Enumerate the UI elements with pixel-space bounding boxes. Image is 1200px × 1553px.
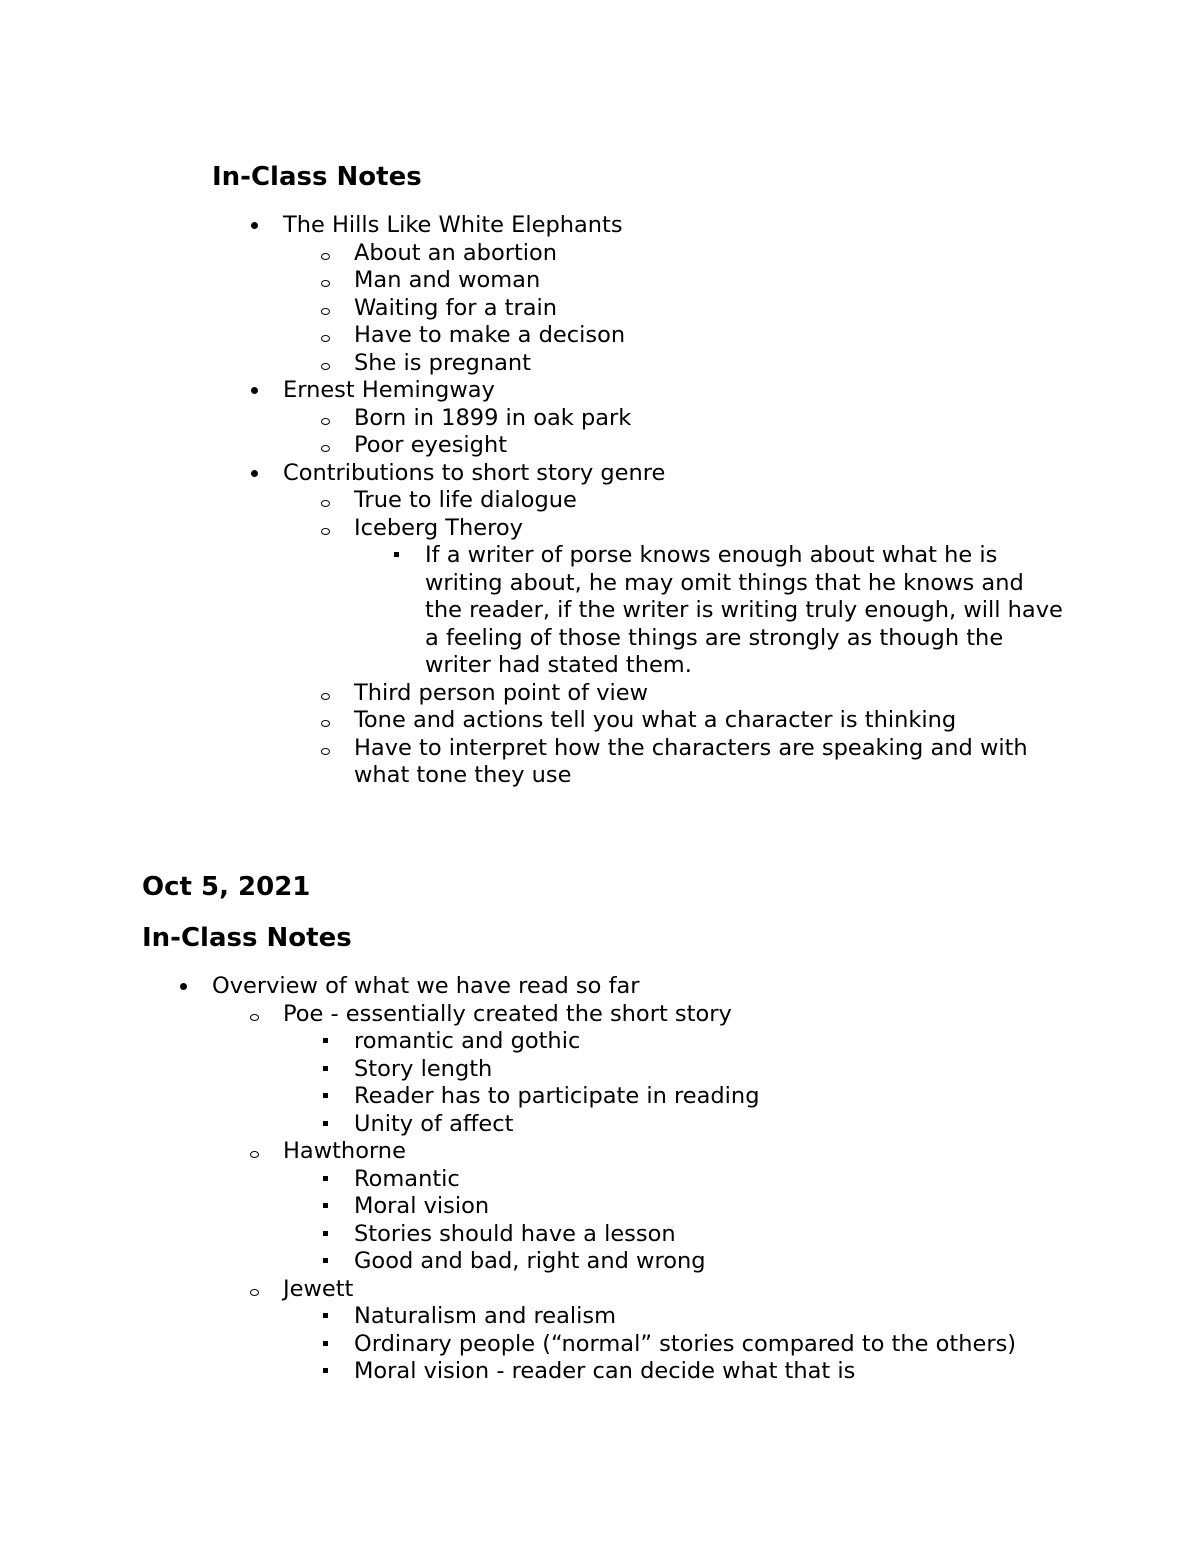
bullet-dot-icon	[173, 973, 193, 1001]
section1-title: In-Class Notes	[212, 162, 422, 192]
bullet-square-icon	[315, 1166, 335, 1194]
list-item: Good and bad, right and wrong	[354, 1248, 1112, 1276]
list-item: Man and woman	[354, 267, 1073, 295]
list-item: The Hills Like White Elephants About an abortion Man and woman Waiting for a train Have to make a decison She is pregnant	[283, 212, 1073, 377]
bullet-square-icon	[386, 542, 406, 570]
list-item: Reader has to participate in reading	[354, 1083, 1112, 1111]
section2-list	[212, 973, 1112, 1386]
bullet-square-icon	[315, 1111, 335, 1139]
list-item: Moral vision	[354, 1193, 1112, 1221]
bullet-square-icon	[315, 1083, 335, 1111]
list-item: Romantic	[354, 1166, 1112, 1194]
bullet-square-icon	[315, 1331, 335, 1359]
bullet-square-icon	[315, 1221, 335, 1249]
sublist	[283, 1001, 1112, 1386]
section2-notes	[0, 973, 1200, 1386]
bullet-circle-icon	[315, 405, 335, 435]
list-item: Story length	[354, 1056, 1112, 1084]
bullet-circle-icon	[244, 1001, 264, 1031]
list-item: Moral vision - reader can decide what that is	[354, 1358, 1112, 1386]
list-item: Waiting for a train	[354, 295, 1073, 323]
list-item: Overview of what we have read so far Poe - essentially created the short story romantic and gothic Story length Reader has to participate in reading Unity of affect Hawthorne Romantic Moral vision Stories should have a lesson Good and bad, right and wrong Jewett Naturalism and realism Ordinary people (“normal” stories compared to the others) Moral vision - reader can decide what that is	[212, 973, 1112, 1386]
bullet-circle-icon	[244, 1276, 264, 1306]
sublist	[354, 1166, 1112, 1276]
list-item: Have to make a decison	[354, 322, 1073, 350]
list-item: About an abortion	[354, 240, 1073, 268]
sublist	[354, 1028, 1112, 1138]
section1-notes	[0, 212, 1200, 790]
list-item: Poor eyesight	[354, 432, 1073, 460]
list-item: Tone and actions tell you what a character is thinking	[354, 707, 1073, 735]
list-item: Poe - essentially created the short story romantic and gothic Story length Reader has to participate in reading Unity of affect	[283, 1001, 1112, 1139]
bullet-circle-icon	[315, 322, 335, 352]
list-item: Ernest Hemingway Born in 1899 in oak park Poor eyesight	[283, 377, 1073, 460]
bullet-square-icon	[315, 1056, 335, 1084]
list-item: True to life dialogue	[354, 487, 1073, 515]
list-item: romantic and gothic	[354, 1028, 1112, 1056]
list-item: Naturalism and realism	[354, 1303, 1112, 1331]
bullet-dot-icon	[244, 212, 264, 240]
bullet-square-icon	[315, 1358, 335, 1386]
sublist	[354, 1303, 1112, 1386]
section2-title: In-Class Notes	[142, 923, 352, 953]
bullet-circle-icon	[315, 707, 335, 737]
sublist	[354, 405, 1073, 460]
list-item: Iceberg Theroy If a writer of porse knows enough about what he is writing about, he may omit things that he knows and the reader, if the writer is writing truly enough, will have a feeling of those things are strongly as though the writer had stated them.	[354, 515, 1073, 680]
bullet-circle-icon	[315, 432, 335, 462]
bullet-circle-icon	[315, 267, 335, 297]
list-item: Unity of affect	[354, 1111, 1112, 1139]
list-item: If a writer of porse knows enough about what he is writing about, he may omit things that he knows and the reader, if the writer is writing truly enough, will have a feeling of those things are strongly as though the writer had stated them.	[425, 542, 1065, 680]
list-item: Jewett Naturalism and realism Ordinary people (“normal” stories compared to the others) Moral vision - reader can decide what that is	[283, 1276, 1112, 1386]
list-item: She is pregnant	[354, 350, 1073, 378]
bullet-circle-icon	[315, 680, 335, 710]
bullet-dot-icon	[244, 377, 264, 405]
list-item: Stories should have a lesson	[354, 1221, 1112, 1249]
sublist	[425, 542, 1065, 680]
bullet-circle-icon	[315, 350, 335, 380]
bullet-circle-icon	[315, 295, 335, 325]
sublist	[354, 487, 1073, 790]
list-item: Hawthorne Romantic Moral vision Stories should have a lesson Good and bad, right and wrong	[283, 1138, 1112, 1276]
list-item: Contributions to short story genre True to life dialogue Iceberg Theroy If a writer of porse knows enough about what he is writing about, he may omit things that he knows and the reader, if the writer is writing truly enough, will have a feeling of those things are strongly as though the writer had stated them. Third person point of view Tone and actions tell you what a character is thinking Have to interpret how the characters are speaking and with what tone they use	[283, 460, 1073, 790]
list-item: Have to interpret how the characters are speaking and with what tone they use	[354, 735, 1064, 790]
bullet-square-icon	[315, 1028, 335, 1056]
bullet-circle-icon	[315, 515, 335, 545]
sublist	[354, 240, 1073, 378]
bullet-square-icon	[315, 1248, 335, 1276]
bullet-circle-icon	[315, 735, 335, 765]
list-item: Ordinary people (“normal” stories compared to the others)	[354, 1331, 1112, 1359]
list-item: Third person point of view	[354, 680, 1073, 708]
bullet-square-icon	[315, 1193, 335, 1221]
list-item: Born in 1899 in oak park	[354, 405, 1073, 433]
section1-list	[283, 212, 1073, 790]
bullet-circle-icon	[244, 1138, 264, 1168]
bullet-square-icon	[315, 1303, 335, 1331]
bullet-circle-icon	[315, 240, 335, 270]
bullet-dot-icon	[244, 460, 264, 488]
bullet-circle-icon	[315, 487, 335, 517]
section2-date: Oct 5, 2021	[142, 872, 311, 902]
